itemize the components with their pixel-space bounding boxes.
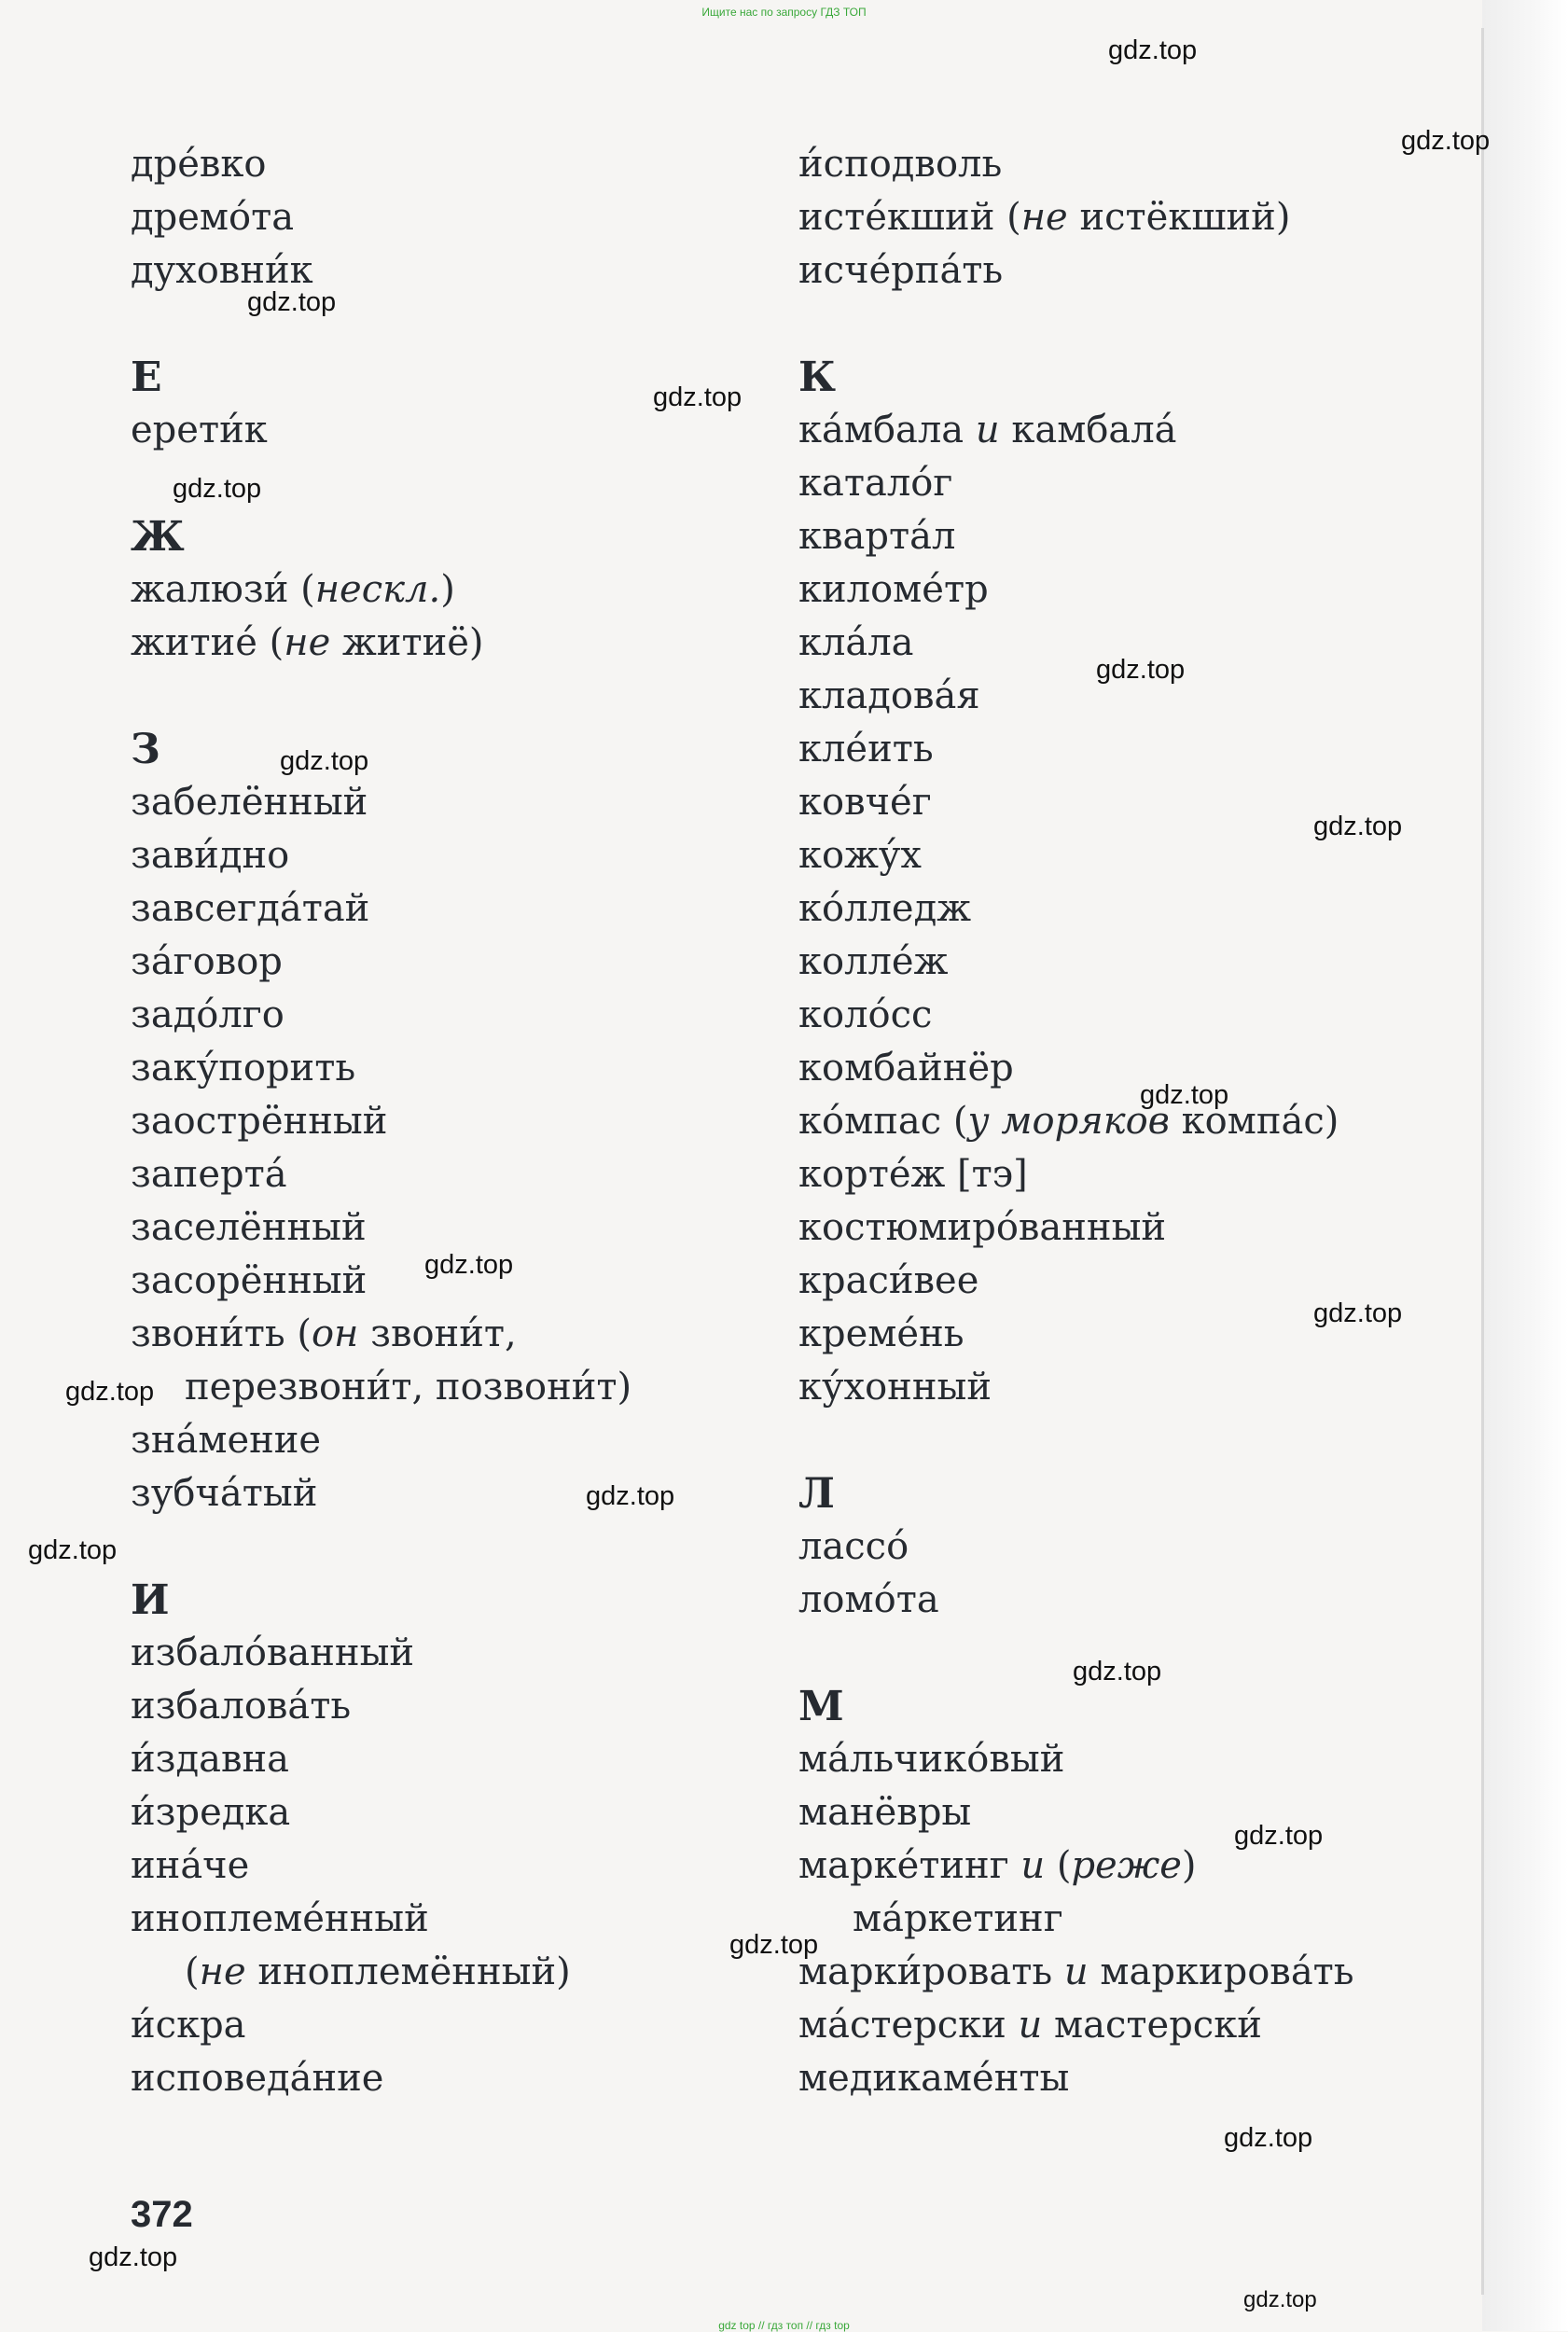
dictionary-entry: и́зредка [131,1791,291,1834]
section-letter: Л [798,1470,835,1518]
dictionary-entry: исче́рпа́ть [798,249,1004,292]
entry-italic-note: реже [1071,1844,1182,1887]
dictionary-entry: кла́ла [798,621,914,664]
dictionary-entry: избало́ванный [131,1631,415,1674]
entry-text: ко́мпас ( [798,1100,968,1143]
dictionary-entry: засорённый [131,1259,368,1302]
entry-text: истёкший) [1067,196,1291,239]
dictionary-entry: исповеда́ние [131,2057,384,2100]
entry-text: иноплемённый) [245,1950,571,1993]
dictionary-entry: и́сподволь [798,143,1003,186]
dictionary-entry: завсегда́тай [131,887,370,930]
dictionary-entry: перезвони́т, позвони́т) [185,1366,632,1409]
section-letter: М [798,1683,844,1730]
entry-italic-note: и [1018,2004,1043,2047]
page-number: 372 [131,2194,193,2235]
dictionary-entry: ковче́г [798,781,932,824]
dictionary-entry: заострённый [131,1100,388,1143]
entry-text: житиё) [330,621,484,664]
dictionary-entry: и́здавна [131,1738,289,1781]
entry-text: марки́ровать [798,1950,1064,1993]
watermark: gdz.top [586,1481,675,1511]
dictionary-entry: иноплеме́нный [131,1897,429,1940]
page-edge [1482,0,1568,2331]
entry-text: компа́с) [1169,1100,1339,1143]
dictionary-entry [131,563,784,617]
dictionary-entry [798,1946,1470,1999]
watermark: gdz.top [1140,1080,1229,1110]
dictionary-entry [131,1308,784,1361]
section-letter: З [131,726,160,773]
dictionary-entry: колле́ж [798,940,949,983]
dictionary-entry: заку́порить [131,1047,356,1090]
dictionary-entry: ма́льчико́вый [798,1738,1065,1781]
dictionary-entry: зави́дно [131,834,290,877]
dictionary-entry: дре́вко [131,143,267,186]
left-column [131,138,784,2105]
dictionary-entry: и́скра [131,2004,246,2047]
entry-italic-note: не [284,621,331,664]
dictionary-entry: ку́хонный [798,1366,992,1409]
entry-text: исте́кший ( [798,196,1021,239]
entry-text: мастерски́ [1042,2004,1262,2047]
watermark: gdz.top [173,474,262,504]
dictionary-entry [798,404,1470,457]
dictionary-entry: кладова́я [798,674,980,717]
entry-text: жалюзи́ ( [131,568,315,611]
entry-italic-note: не [1020,196,1068,239]
dictionary-entry: киломе́тр [798,568,989,611]
dictionary-entry: дремо́та [131,196,295,239]
dictionary-entry: ко́лледж [798,887,971,930]
dictionary-entry [798,1839,1470,1893]
watermark: gdz.top [1096,655,1186,685]
dictionary-entry: краси́вее [798,1259,979,1302]
watermark: gdz.top [65,1377,155,1407]
dictionary-entry: ина́че [131,1844,250,1887]
entry-italic-note: он [311,1312,359,1355]
entry-text: звони́ть ( [131,1312,312,1355]
entry-italic-note: и [1020,1844,1046,1887]
section-letter: И [131,1576,170,1624]
section-letter: Ж [131,513,185,561]
entry-text: ка́мбала [798,409,976,451]
entry-text: житие́ ( [131,621,284,664]
watermark: gdz.top [1224,2123,1313,2153]
dictionary-entry: кварта́л [798,515,956,558]
entry-text: ) [440,568,455,611]
dictionary-entry: забелённый [131,781,368,824]
entry-italic-note: и [975,409,1000,451]
watermark: gdz.top [424,1250,514,1280]
dictionary-entry: зна́мение [131,1419,322,1462]
dictionary-entry: костюмиро́ванный [798,1206,1167,1249]
entry-text: маркирова́ть [1088,1950,1354,1993]
dictionary-entry: коло́сс [798,993,933,1036]
entry-text: ма́стерски [798,2004,1019,2047]
dictionary-entry [798,1999,1470,2052]
watermark: gdz.top [28,1535,118,1565]
watermark: gdz.top [1313,812,1403,841]
watermark: gdz.top [653,382,742,412]
entry-text: камбала́ [999,409,1177,451]
entry-text: ) [1181,1844,1197,1887]
dictionary-entry: заперта́ [131,1153,287,1196]
dictionary-entry: духовни́к [131,249,313,292]
dictionary-entry: зубча́тый [131,1472,318,1515]
watermark: gdz.top [1073,1657,1162,1687]
dictionary-entry: катало́г [798,462,953,505]
watermark: gdz.top [247,287,337,317]
entry-text: марке́тинг [798,1844,1021,1887]
dictionary-entry: комбайнёр [798,1047,1014,1090]
dictionary-entry: задо́лго [131,993,284,1036]
dictionary-entry: ломо́та [798,1578,939,1621]
dictionary-entry: ма́ркетинг [853,1897,1063,1940]
watermark: gdz.top [729,1930,819,1960]
dictionary-entry: креме́нь [798,1312,964,1355]
entry-italic-note: и [1063,1950,1089,1993]
watermark: gdz.top [1108,35,1198,65]
dictionary-entry: лассо́ [798,1525,909,1568]
top-banner: Ищите нас по запросу ГДЗ ТОП [701,6,867,19]
dictionary-entry: медикаме́нты [798,2057,1070,2100]
section-letter: К [798,354,837,401]
dictionary-entry: кожу́х [798,834,922,877]
dictionary-entry: за́говор [131,940,283,983]
section-letter: Е [131,354,162,401]
entry-italic-note: нескл. [314,568,441,611]
dictionary-entry [798,191,1470,244]
dictionary-entry: ерети́к [131,409,268,451]
dictionary-entry [798,1095,1470,1148]
entry-italic-note: у моряков [967,1100,1170,1143]
entry-text: ( [1045,1844,1072,1887]
bottom-banner: gdz top // гдз топ // гдз top [718,2319,850,2332]
dictionary-entry [131,617,784,670]
watermark: gdz.top [280,746,369,776]
right-column [798,138,1470,2105]
watermark: gdz.top [1234,1821,1324,1851]
entry-text: ( [185,1950,200,1993]
watermark: gdz.top [1401,126,1491,156]
dictionary-entry [131,1946,784,1999]
dictionary-entry: избалова́ть [131,1685,352,1728]
entry-italic-note: не [199,1950,246,1993]
dictionary-entry: заселённый [131,1206,367,1249]
entry-text: звони́т, [358,1312,517,1355]
watermark: gdz.top [1243,2287,1317,2312]
dictionary-entry: корте́ж [тэ] [798,1153,1028,1196]
page-edge-line [1481,28,1484,2295]
dictionary-entry: манёвры [798,1791,972,1834]
watermark: gdz.top [1313,1298,1403,1328]
watermark: gdz.top [89,2242,178,2272]
dictionary-entry: кле́ить [798,728,934,770]
